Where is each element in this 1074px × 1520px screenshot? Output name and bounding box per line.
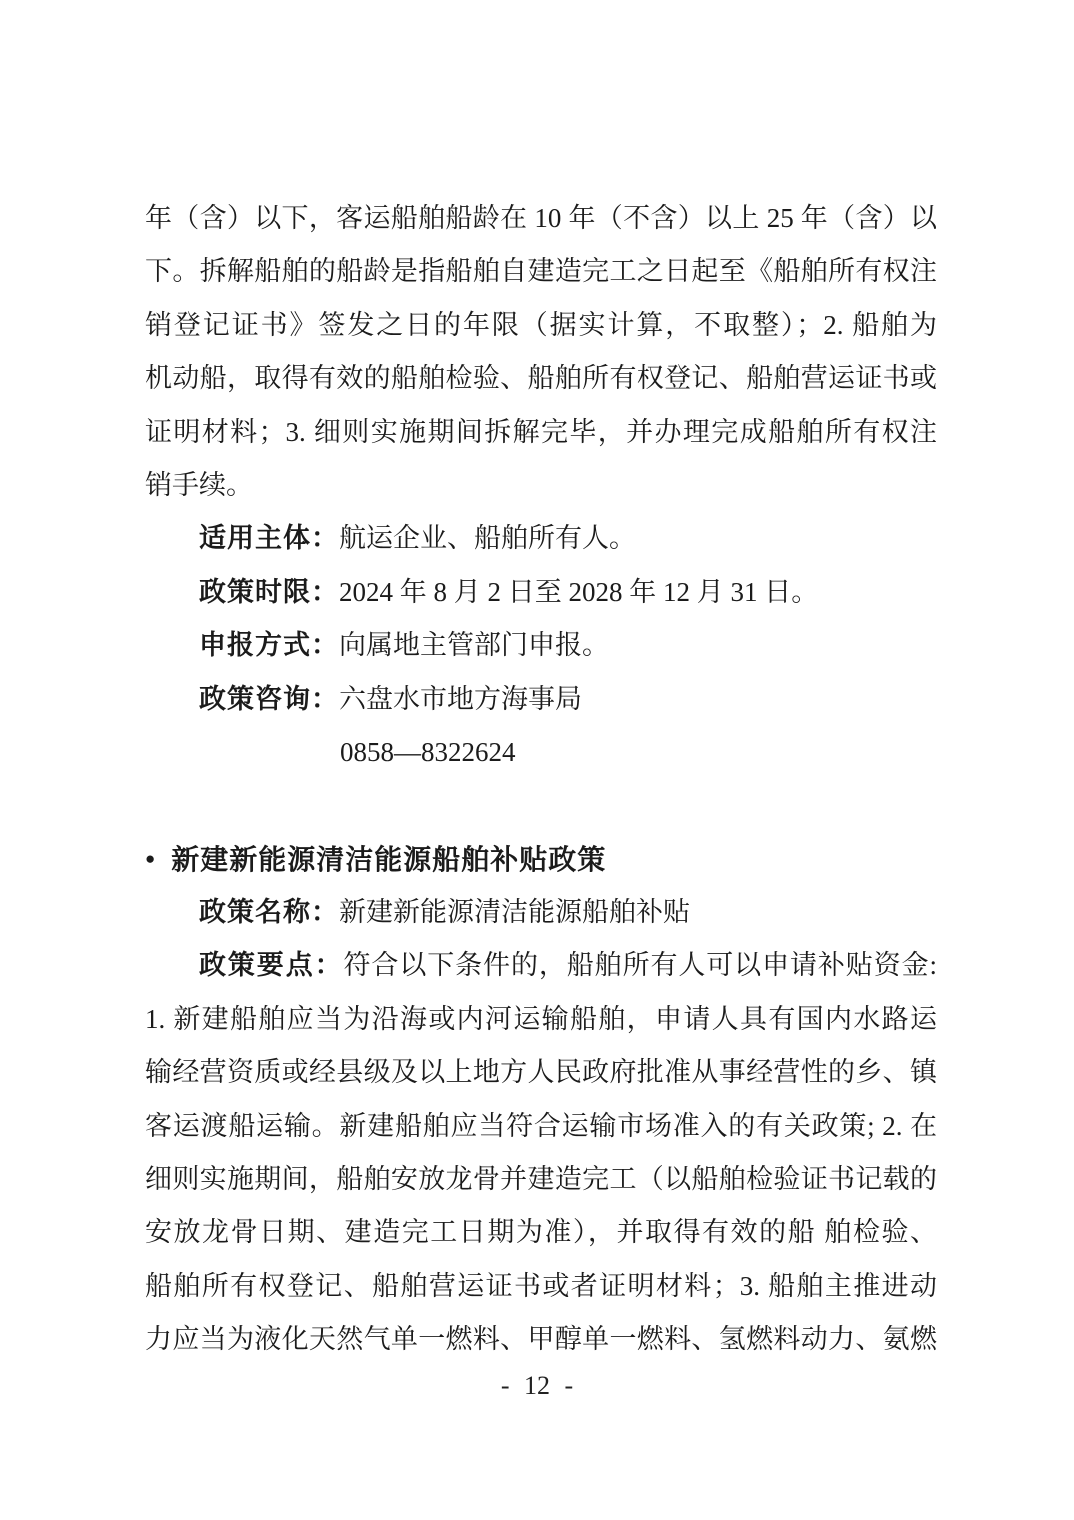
field-label: 政策时限：: [199, 576, 339, 607]
paragraph-line: 客运渡船运输。新建船舶应当符合运输市场准入的有关政策; 2. 在: [145, 1110, 937, 1141]
field-value: 向属地主管部门申报。: [339, 630, 609, 661]
field-value: 新建新能源清洁能源船舶补贴: [339, 897, 690, 928]
field-row-policy-name: [145, 886, 937, 939]
field-label: 政策名称：: [199, 897, 339, 928]
phone-number: 0858—8322624: [340, 736, 516, 767]
field-value: 航运企业、船舶所有人。: [339, 523, 636, 554]
paragraph-line: 1. 新建船舶应当为沿海或内河运输船舶，申请人具有国内水路运: [145, 1003, 937, 1034]
field-label: 适用主体：: [199, 523, 339, 554]
paragraph-line: 销登记证书》签发之日的年限（据实计算，不取整）；2. 船舶为: [145, 309, 937, 340]
field-value: 2024 年 8 月 2 日至 2028 年 12 月 31 日。: [339, 576, 819, 607]
paragraph-line: 力应当为液化天然气单一燃料、甲醇单一燃料、氢燃料动力、氨燃: [145, 1324, 937, 1355]
section-heading-row: [145, 833, 937, 886]
bullet-icon: ●: [145, 848, 157, 868]
field-label: 政策要点：: [199, 950, 344, 981]
field-row-policy-consultation: [145, 673, 937, 726]
field-row-application-method: [145, 619, 937, 672]
document-content: [145, 192, 937, 1367]
policy-scrapping-fields: [145, 512, 937, 779]
field-label: 政策咨询：: [199, 683, 339, 714]
section-heading: 新建新能源清洁能源船舶补贴政策: [171, 843, 607, 875]
field-value: 符合以下条件的，船舶所有人可以申请补贴资金:: [343, 950, 937, 981]
blank-line: [145, 779, 937, 832]
paragraph-line: 下。拆解船舶的船龄是指船舶自建造完工之日起至《船舶所有权注: [145, 256, 937, 287]
policy-new-energy-section: [145, 833, 937, 1367]
field-label: 申报方式：: [199, 630, 339, 661]
paragraph-line: 机动船，取得有效的船舶检验、船舶所有权登记、船舶营运证书或: [145, 363, 937, 394]
body-paragraph-scrapping: [145, 192, 937, 512]
field-row-applicable-subject: [145, 512, 937, 565]
paragraph-line: 输经营资质或经县级及以上地方人民政府批准从事经营性的乡、镇: [145, 1057, 937, 1088]
paragraph-line: 年（含）以下，客运船舶船龄在 10 年（不含）以上 25 年（含）以: [145, 203, 937, 233]
field-row-policy-period: [145, 566, 937, 619]
page-number: - 12 -: [500, 1371, 574, 1400]
field-row-policy-points: [145, 939, 937, 992]
field-value: 六盘水市地方海事局: [339, 683, 582, 714]
paragraph-line: 证明材料；3. 细则实施期间拆解完毕，并办理完成船舶所有权注: [145, 416, 937, 447]
paragraph-line: 安放龙骨日期、建造完工日期为准），并取得有效的船 舶检验、: [145, 1217, 937, 1248]
paragraph-line: 销手续。: [145, 469, 253, 500]
paragraph-line: 船舶所有权登记、船舶营运证书或者证明材料；3. 船舶主推进动: [145, 1270, 937, 1301]
paragraph-line: 细则实施期间，船舶安放龙骨并建造完工（以船舶检验证书记载的: [145, 1164, 937, 1195]
